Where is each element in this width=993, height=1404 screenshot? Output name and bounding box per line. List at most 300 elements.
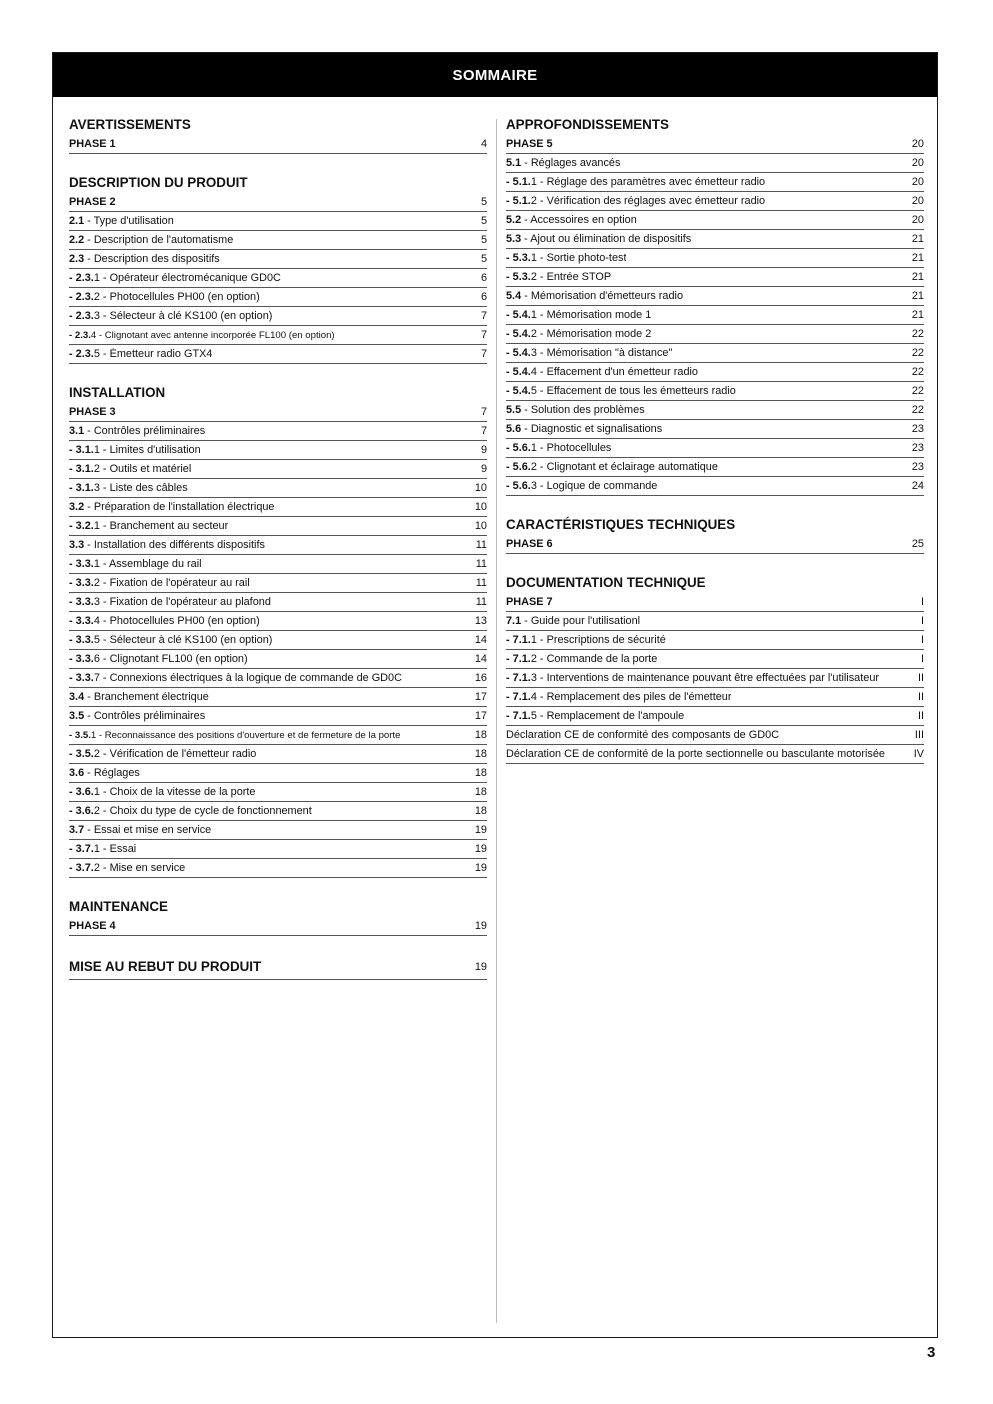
entry-label xyxy=(506,423,662,435)
entry-page-number: 19 xyxy=(474,920,487,932)
entry-number: 3.3. xyxy=(75,577,94,589)
entry-text: 2 - Outils et matériel xyxy=(93,463,192,475)
toc-entry xyxy=(506,458,924,477)
entry-dash: - xyxy=(69,444,76,456)
entry-number: 2.3 xyxy=(69,253,85,265)
toc-section xyxy=(69,955,487,980)
entry-page-number: 18 xyxy=(474,729,487,741)
entry-label xyxy=(69,615,260,627)
entry-text: - Essai et mise en service xyxy=(84,824,212,836)
toc-entry xyxy=(506,325,924,344)
section-title xyxy=(506,573,924,593)
section-title-text: AVERTISSEMENTS xyxy=(69,117,191,132)
entry-label: PHASE 2 xyxy=(69,196,116,208)
entry-page-number: 17 xyxy=(474,710,487,722)
entry-label xyxy=(69,348,212,360)
toc-entry xyxy=(69,612,487,631)
entry-number: 2.3. xyxy=(75,272,94,284)
entry-number: 3.3. xyxy=(75,558,94,570)
toc-entry xyxy=(506,401,924,420)
entry-label xyxy=(69,843,136,855)
entry-number: 3.7 xyxy=(69,824,85,836)
entry-text: - Type d'utilisation xyxy=(84,215,174,227)
entry-text: 6 - Clignotant FL100 (en option) xyxy=(93,653,248,665)
toc-entry xyxy=(69,345,487,364)
entry-text: 1 - Sortie photo-test xyxy=(530,252,627,264)
entry-page-number: 22 xyxy=(911,328,924,340)
entry-dash: - xyxy=(69,272,76,284)
section-title-text: INSTALLATION xyxy=(69,385,166,400)
entry-page-number: 10 xyxy=(474,482,487,494)
toc-entry xyxy=(506,363,924,382)
entry-page-number: 5 xyxy=(480,253,487,265)
entry-dash: - xyxy=(69,463,76,475)
entry-label xyxy=(69,786,255,798)
entry-text: 4 - Remplacement des piles de l'émetteur xyxy=(530,691,732,703)
entry-label xyxy=(69,501,275,513)
entry-number: 5.6. xyxy=(512,480,531,492)
phase-row xyxy=(506,535,924,554)
entry-page-number: 11 xyxy=(475,596,487,608)
toc-entry xyxy=(506,669,924,688)
toc-entry xyxy=(506,382,924,401)
toc-entry xyxy=(506,688,924,707)
entry-dash: - xyxy=(506,309,513,321)
entry-label: PHASE 4 xyxy=(69,920,116,932)
entry-label xyxy=(69,710,205,722)
entry-text: 4 - Effacement d'un émetteur radio xyxy=(530,366,698,378)
toc-entry xyxy=(506,192,924,211)
section-title-text: CARACTÉRISTIQUES TECHNIQUES xyxy=(506,517,736,532)
entry-text: 1 - Opérateur électromécanique GD0C xyxy=(93,272,281,284)
toc-entry xyxy=(69,593,487,612)
entry-page-number: I xyxy=(920,615,924,627)
entry-number: 3.3. xyxy=(75,615,94,627)
entry-page-number: II xyxy=(917,672,924,684)
entry-number: 7.1. xyxy=(512,691,531,703)
entry-label: PHASE 1 xyxy=(69,138,116,150)
entry-label xyxy=(506,328,651,340)
entry-number: 3.1. xyxy=(75,482,94,494)
entry-dash: - xyxy=(506,691,513,703)
entry-dash: - xyxy=(506,252,513,264)
toc-entry xyxy=(69,536,487,555)
entry-dash: - xyxy=(69,862,76,874)
entry-page-number: III xyxy=(914,729,924,741)
section-gap xyxy=(506,496,924,515)
entry-dash: - xyxy=(69,577,76,589)
toc-entry xyxy=(506,211,924,230)
entry-text: - Guide pour l'utilisationl xyxy=(521,615,641,627)
toc-entry xyxy=(506,707,924,726)
entry-number: 5.4. xyxy=(512,366,531,378)
entry-number: 5.4. xyxy=(512,347,531,359)
section-title-text: MISE AU REBUT DU PRODUIT xyxy=(69,959,262,974)
toc-entry xyxy=(69,650,487,669)
entry-page-number: 25 xyxy=(911,538,924,550)
entry-page-number: 9 xyxy=(480,463,487,475)
toc-entry xyxy=(69,250,487,269)
entry-text: 1 - Limites d'utilisation xyxy=(93,444,201,456)
entry-dash: - xyxy=(506,271,513,283)
toc-section xyxy=(69,383,487,878)
entry-page-number: II xyxy=(917,710,924,722)
page-title: SOMMAIRE xyxy=(53,53,937,97)
entry-dash: - xyxy=(69,558,76,570)
entry-page-number: 11 xyxy=(475,577,487,589)
entry-label xyxy=(69,653,248,665)
entry-text: 2 - Photocellules PH00 (en option) xyxy=(93,291,260,303)
entry-text: Déclaration CE de conformité des composants de GD0C xyxy=(506,729,779,741)
entry-dash: - xyxy=(69,843,76,855)
entry-label xyxy=(506,634,666,646)
entry-text: - Installation des différents dispositifs xyxy=(84,539,265,551)
entry-page-number: 7 xyxy=(480,348,487,360)
entry-page-number: 19 xyxy=(474,862,487,874)
entry-page-number: 5 xyxy=(480,215,487,227)
entry-dash: - xyxy=(506,195,513,207)
entry-label xyxy=(506,347,672,359)
toc-entry xyxy=(506,173,924,192)
toc-entry xyxy=(69,307,487,326)
entry-dash: - xyxy=(506,461,513,473)
entry-page-number: II xyxy=(917,691,924,703)
entry-number: 5.4. xyxy=(512,328,531,340)
entry-label xyxy=(69,253,220,265)
section-title xyxy=(69,955,487,980)
toc-entry xyxy=(69,288,487,307)
entry-number: 3.5. xyxy=(74,729,91,741)
toc-section xyxy=(506,573,924,764)
entry-text: - Réglages xyxy=(84,767,140,779)
toc-section xyxy=(69,173,487,364)
entry-label xyxy=(69,539,265,551)
entry-text: - Contrôles préliminaires xyxy=(84,425,206,437)
entry-number: 3.7. xyxy=(75,862,94,874)
entry-number: 3.6 xyxy=(69,767,85,779)
entry-page-number: I xyxy=(920,634,924,646)
entry-page-number: I xyxy=(920,596,924,608)
entry-text: 5 - Effacement de tous les émetteurs radio xyxy=(530,385,736,397)
section-title-text: DESCRIPTION DU PRODUIT xyxy=(69,175,248,190)
entry-label xyxy=(69,824,211,836)
entry-number: 3.3. xyxy=(75,596,94,608)
entry-label xyxy=(506,404,645,416)
entry-number: 3.1 xyxy=(69,425,85,437)
toc-entry xyxy=(506,420,924,439)
toc-entry xyxy=(506,268,924,287)
entry-text: - Ajout ou élimination de dispositifs xyxy=(521,233,692,245)
entry-number: 5.3. xyxy=(512,252,531,264)
entry-text: - Mémorisation d'émetteurs radio xyxy=(521,290,684,302)
entry-text: - Diagnostic et signalisations xyxy=(521,423,663,435)
entry-dash: - xyxy=(506,710,513,722)
entry-dash: - xyxy=(506,672,513,684)
entry-page-number: 22 xyxy=(911,385,924,397)
entry-text: 2 - Fixation de l'opérateur au rail xyxy=(93,577,250,589)
section-title xyxy=(506,115,924,135)
entry-text: 1 - Réglage des paramètres avec émetteur radio xyxy=(530,176,766,188)
entry-label: PHASE 7 xyxy=(506,596,553,608)
entry-label xyxy=(69,463,191,475)
entry-label xyxy=(69,577,250,589)
toc-entry xyxy=(69,783,487,802)
entry-number: 5.6. xyxy=(512,461,531,473)
toc-section xyxy=(506,515,924,554)
entry-dash: - xyxy=(69,520,76,532)
entry-label xyxy=(69,767,140,779)
entry-text: - Accessoires en option xyxy=(521,214,637,226)
section-gap xyxy=(69,936,487,955)
entry-number: 2.1 xyxy=(69,215,85,227)
entry-text: - Description de l'automatisme xyxy=(84,234,234,246)
entry-page-number: 22 xyxy=(911,404,924,416)
entry-dash: - xyxy=(506,442,513,454)
entry-number: 3.2 xyxy=(69,501,85,513)
entry-page-number: 21 xyxy=(911,233,924,245)
entry-text: 5 - Sélecteur à clé KS100 (en option) xyxy=(93,634,273,646)
toc-entry xyxy=(69,802,487,821)
entry-page-number: 16 xyxy=(474,672,487,684)
entry-dash: - xyxy=(69,310,76,322)
entry-page-number: 18 xyxy=(474,767,487,779)
toc-entry xyxy=(69,707,487,726)
entry-text: 1 - Assemblage du rail xyxy=(93,558,202,570)
entry-label xyxy=(69,596,271,608)
entry-number: 7.1. xyxy=(512,653,531,665)
toc-entry xyxy=(506,650,924,669)
entry-label xyxy=(506,653,657,665)
entry-number: 3.3. xyxy=(75,653,94,665)
entry-text: 1 - Mémorisation mode 1 xyxy=(530,309,652,321)
entry-page-number: 17 xyxy=(474,691,487,703)
toc-entry xyxy=(506,249,924,268)
section-title xyxy=(69,383,487,403)
entry-label xyxy=(506,480,657,492)
section-gap xyxy=(69,154,487,173)
phase-row xyxy=(506,593,924,612)
entry-page-number: 19 xyxy=(474,843,487,855)
entry-page-number: 20 xyxy=(911,138,924,150)
toc-entry xyxy=(69,479,487,498)
entry-text: 3 - Liste des câbles xyxy=(93,482,188,494)
entry-number: 3.5. xyxy=(75,748,94,760)
entry-text: 2 - Entrée STOP xyxy=(530,271,612,283)
entry-label xyxy=(506,214,637,226)
entry-number: 5.2 xyxy=(506,214,522,226)
entry-dash: - xyxy=(69,805,76,817)
entry-page-number: 13 xyxy=(474,615,487,627)
section-gap xyxy=(69,878,487,897)
entry-text: - Préparation de l'installation électrique xyxy=(84,501,275,513)
entry-text: 1 - Prescriptions de sécurité xyxy=(530,634,666,646)
toc-entry xyxy=(506,439,924,458)
section-title-text: APPROFONDISSEMENTS xyxy=(506,117,669,132)
entry-dash: - xyxy=(69,653,76,665)
entry-label xyxy=(506,366,698,378)
entry-dash: - xyxy=(506,653,513,665)
entry-label xyxy=(506,672,879,684)
toc-entry xyxy=(69,726,487,745)
entry-page-number: 20 xyxy=(911,195,924,207)
entry-number: 2.3. xyxy=(75,310,94,322)
toc-entry xyxy=(69,764,487,783)
entry-dash: - xyxy=(506,480,513,492)
entry-label: PHASE 5 xyxy=(506,138,553,150)
entry-number: 3.2. xyxy=(75,520,94,532)
toc-entry xyxy=(506,631,924,650)
entry-number: 5.6. xyxy=(512,442,531,454)
entry-page-number: 20 xyxy=(911,214,924,226)
entry-text: - Solution des problèmes xyxy=(521,404,645,416)
entry-label xyxy=(69,748,256,760)
entry-page-number: 21 xyxy=(911,290,924,302)
entry-label xyxy=(506,271,611,283)
toc-entry xyxy=(69,859,487,878)
entry-number: 3.6. xyxy=(75,786,94,798)
entry-label xyxy=(506,729,779,741)
entry-page-number: 14 xyxy=(474,653,487,665)
entry-number: 3.7. xyxy=(75,843,94,855)
toc-entry xyxy=(69,517,487,536)
section-title xyxy=(69,173,487,193)
entry-number: 7.1. xyxy=(512,710,531,722)
section-title xyxy=(69,115,487,135)
entry-number: 3.6. xyxy=(75,805,94,817)
entry-label xyxy=(69,634,272,646)
entry-page-number: 18 xyxy=(474,786,487,798)
entry-dash: - xyxy=(506,366,513,378)
phase-row xyxy=(506,135,924,154)
entry-text: 3 - Interventions de maintenance pouvant être effectuées par l'utilisateur xyxy=(530,672,879,684)
entry-number: 5.1 xyxy=(506,157,522,169)
entry-label xyxy=(69,482,188,494)
entry-label: PHASE 3 xyxy=(69,406,116,418)
entry-page-number: 18 xyxy=(474,748,487,760)
entry-page-number: 21 xyxy=(911,252,924,264)
entry-page-number: 11 xyxy=(475,558,487,570)
entry-page-number: 4 xyxy=(480,138,487,150)
entry-label xyxy=(69,291,260,303)
entry-dash: - xyxy=(69,348,76,360)
entry-page-number: 7 xyxy=(480,310,487,322)
entry-text: - Description des dispositifs xyxy=(84,253,220,265)
entry-number: 5.4 xyxy=(506,290,522,302)
phase-row xyxy=(69,403,487,422)
toc-entry xyxy=(69,422,487,441)
toc-entry xyxy=(69,745,487,764)
entry-label xyxy=(69,730,400,741)
entry-page-number: 23 xyxy=(911,461,924,473)
phase-row xyxy=(69,917,487,936)
toc-section xyxy=(69,115,487,154)
entry-text: 3 - Sélecteur à clé KS100 (en option) xyxy=(93,310,273,322)
entry-text: 2 - Clignotant et éclairage automatique xyxy=(530,461,718,473)
entry-page-number: 9 xyxy=(480,444,487,456)
entry-label xyxy=(506,461,718,473)
entry-page-number: 18 xyxy=(474,805,487,817)
entry-page-number: 6 xyxy=(480,272,487,284)
entry-text: - Réglages avancés xyxy=(521,157,621,169)
entry-text: 2 - Vérification des réglages avec émetteur radio xyxy=(530,195,766,207)
entry-text: 4 - Clignotant avec antenne incorporée FL100 (en option) xyxy=(90,329,335,341)
entry-number: 3.3. xyxy=(75,672,94,684)
entry-number: 5.1. xyxy=(512,195,531,207)
phase-row xyxy=(69,193,487,212)
entry-label xyxy=(506,385,736,397)
toc-right-column xyxy=(506,115,924,764)
entry-label xyxy=(506,748,885,760)
entry-dash: - xyxy=(506,176,513,188)
entry-dash: - xyxy=(506,385,513,397)
entry-label xyxy=(506,157,620,169)
toc-entry xyxy=(69,498,487,517)
entry-page-number: 5 xyxy=(480,196,487,208)
entry-label xyxy=(506,233,691,245)
toc-entry xyxy=(69,840,487,859)
entry-number: 3.5 xyxy=(69,710,85,722)
toc-entry xyxy=(506,745,924,764)
entry-dash: - xyxy=(506,634,513,646)
entry-number: 3.4 xyxy=(69,691,85,703)
toc-entry xyxy=(69,231,487,250)
entry-text: 7 - Connexions électriques à la logique de commande de GD0C xyxy=(93,672,402,684)
toc-frame xyxy=(52,52,938,1338)
entry-number: 2.3. xyxy=(74,329,91,341)
entry-page-number: 24 xyxy=(911,480,924,492)
entry-number: 7.1. xyxy=(512,672,531,684)
entry-number: 5.4. xyxy=(512,309,531,321)
toc-entry xyxy=(69,631,487,650)
entry-label xyxy=(506,309,651,321)
entry-text: 3 - Mémorisation "à distance" xyxy=(530,347,673,359)
entry-label xyxy=(69,215,174,227)
entry-label xyxy=(506,710,684,722)
entry-text: 1 - Reconnaissance des positions d'ouverture et de fermeture de la porte xyxy=(90,729,401,741)
entry-text: 2 - Mémorisation mode 2 xyxy=(530,328,652,340)
entry-text: 5 - Remplacement de l'ampoule xyxy=(530,710,685,722)
entry-label xyxy=(69,691,209,703)
toc-section xyxy=(506,115,924,496)
toc-entry xyxy=(69,669,487,688)
entry-number: 2.3. xyxy=(75,348,94,360)
entry-label xyxy=(69,672,402,684)
entry-label xyxy=(69,330,335,341)
entry-label xyxy=(69,805,312,817)
entry-dash: - xyxy=(69,786,76,798)
entry-number: 3.1. xyxy=(75,444,94,456)
entry-label xyxy=(69,272,281,284)
phase-row xyxy=(69,135,487,154)
entry-number: 5.5 xyxy=(506,404,522,416)
entry-number: 3.1. xyxy=(75,463,94,475)
entry-label xyxy=(506,195,765,207)
entry-text: 2 - Vérification de l'émetteur radio xyxy=(93,748,257,760)
entry-dash: - xyxy=(69,672,76,684)
entry-dash: - xyxy=(69,596,76,608)
toc-entry xyxy=(69,688,487,707)
entry-label xyxy=(506,691,731,703)
entry-text: 2 - Mise en service xyxy=(93,862,186,874)
toc-entry xyxy=(506,287,924,306)
toc-entry xyxy=(69,574,487,593)
entry-page-number: 21 xyxy=(911,271,924,283)
toc-left-column xyxy=(69,115,487,980)
entry-page-number: 10 xyxy=(474,520,487,532)
entry-number: 5.1. xyxy=(512,176,531,188)
entry-page-number: 22 xyxy=(911,366,924,378)
toc-entry xyxy=(506,726,924,745)
